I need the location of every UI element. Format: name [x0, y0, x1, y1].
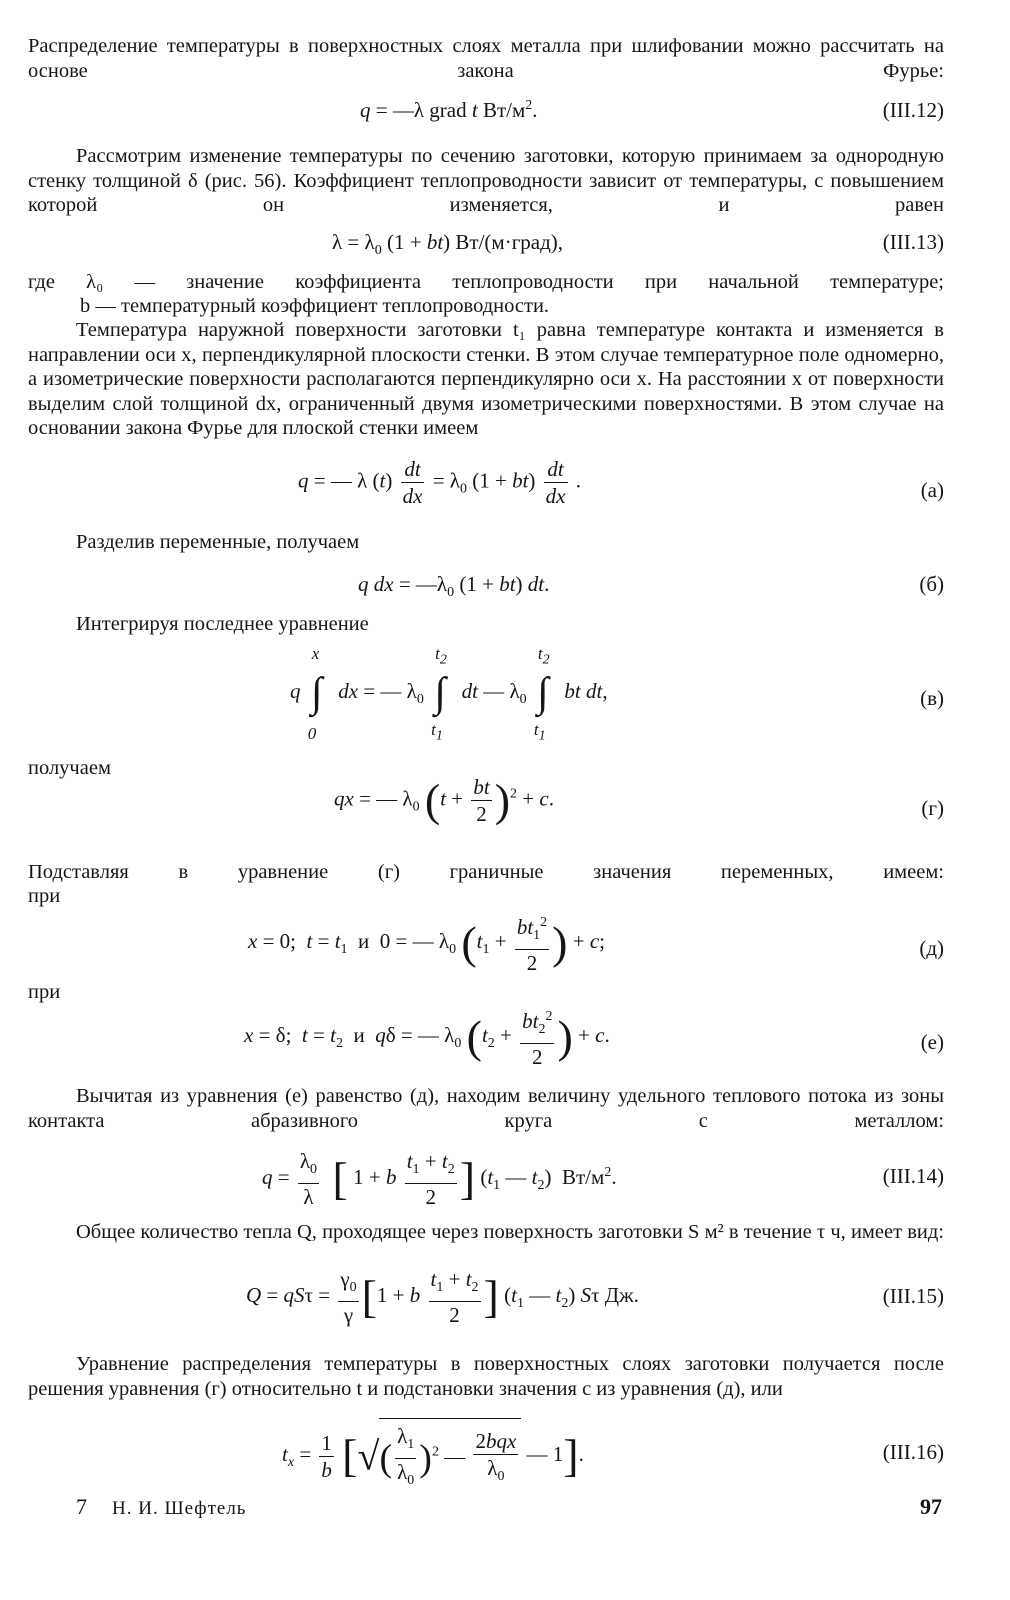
equation-number: (а) [920, 478, 944, 502]
equation-v: q x ∫ 0 dx = — $\lambda_0$ $t_2$ ∫ $t_1$ dt — $\lambda_0$ $t_2$ ∫ $t_1$ bt dt, [290, 644, 608, 743]
equation-iii-16: $t_x$ = $\frac{1}{b}$ [√( $\frac{\lambda_1}{\lambda_0}$ )$^2$ — $\frac{\text{2bqx}}{\lambda_0}$ — 1]. [282, 1418, 584, 1494]
equation-number: (е) [920, 1030, 944, 1054]
equation-iii-14: q = $\frac{\lambda_0}{\lambda}$ [ 1 + b $\frac{t_1 + t_2}{2}$ ] ($t_1$ — $t_2$) $Вт/м^2$. [262, 1149, 617, 1210]
equation-number: (III.12) [882, 98, 944, 122]
equation-number: (в) [920, 686, 944, 710]
paragraph-heat-total: Общее количество тепла Q, проходящее через поверхность заготовки S м² в течение τ ч, имеет вид: [76, 1221, 944, 1243]
equation-number: (д) [919, 936, 944, 960]
equation-number: (б) [919, 572, 944, 596]
equation-number: (III.16) [882, 1440, 944, 1464]
paragraph-temp-distribution: Уравнение распределения температуры в поверхностных слоях заготовки получается после решения уравнения (г) относительно t и подстановки значения c из уравнения (д), или [28, 1353, 944, 1400]
paragraph-where-lambda: где λ₀ — значение коэффициента теплопроводности при начальной температуре; [28, 271, 944, 293]
paragraph-substitute: Подставляя в уравнение (г) граничные значения переменных, имеем: [28, 861, 944, 883]
paragraph-get: получаем [28, 757, 111, 779]
equation-iii-13: $\lambda = \lambda_0$ (1 + bt) Вт/(м·град), [332, 230, 564, 259]
equation-number: (III.14) [882, 1164, 944, 1188]
equation-iii-15: Q = qSτ = $\frac{\gamma_0}{\gamma}$ [1 + b $\frac{t_1 + t_2}{2}$ ] ($t_1$ — $t_2$) Sτ Дж. [246, 1267, 639, 1328]
paragraph-integrate: Интегрируя последнее уравнение [76, 613, 369, 635]
paragraph-at-1: при [28, 885, 61, 907]
equation-number: (г) [921, 796, 944, 820]
equation-g: qx = — $\lambda_0$ (t + $\frac{bt}{2}$ )$^2$ + c. [334, 774, 554, 826]
equation-e: x = δ; $t = t_2$ и qδ = — $\lambda_0$ ($t_2$ + $\frac{bt_2^2}{2}$ ) + c. [244, 1004, 610, 1070]
equation-d: x = 0; $t = t_1$ и 0 = — $\lambda_0$ ($t_1$ + $\frac{bt_1^2}{2}$ ) + c; [248, 910, 605, 976]
equation-a: q = — λ (t) $\frac{dt}{dx}$ = $\lambda_0$ (1 + bt) $\frac{dt}{dx}$ . [298, 457, 581, 508]
paragraph-surface-temp: Температура наружной поверхности заготовки t₁ равна температуре контакта и изменяется в направлении оси x, перпендикулярной плоскости стенки. В этом случае температурное поле одномерно, а изометрические поверхности располагаются перпендикулярно оси x. На расстоянии x от поверхности выделим слой толщиной dx, ограниченный двумя изометрическими поверхностями. В этом случае на основании закона Фурье для плоской стенки имеем [28, 319, 945, 439]
signature-mark: 7 [76, 1494, 87, 1519]
equation-b: q dx = $—\lambda_0$ (1 + bt) dt. [358, 572, 550, 601]
author-name: Н. И. Шефтель [112, 1498, 247, 1519]
equation-iii-12: q = —λ grad t $Вт/м^2$. [360, 98, 538, 122]
paragraph-subtract: Вычитая из уравнения (е) равенство (д), находим величину удельного теплового потока из зоны контакта абразивного круга с металлом: [28, 1085, 944, 1132]
paragraph-where-b: b — температурный коэффициент теплопроводности. [80, 295, 550, 317]
paragraph-separate: Разделив переменные, получаем [76, 531, 360, 553]
paragraph-fourier-intro: Распределение температуры в поверхностных слоях металла при шлифовании можно рассчитать на основе закона Фурье: [28, 35, 944, 82]
paragraph-at-2: при [28, 981, 61, 1003]
equation-number: (III.15) [882, 1284, 944, 1308]
paragraph-wall: Рассмотрим изменение температуры по сечению заготовки, которую принимаем за однородную стенку толщиной δ (рис. 56). Коэффициент теплопроводности зависит от температуры, с повышением которой он изменяется, и равен [28, 145, 944, 216]
equation-number: (III.13) [882, 230, 944, 254]
page-number: 97 [920, 1494, 942, 1519]
